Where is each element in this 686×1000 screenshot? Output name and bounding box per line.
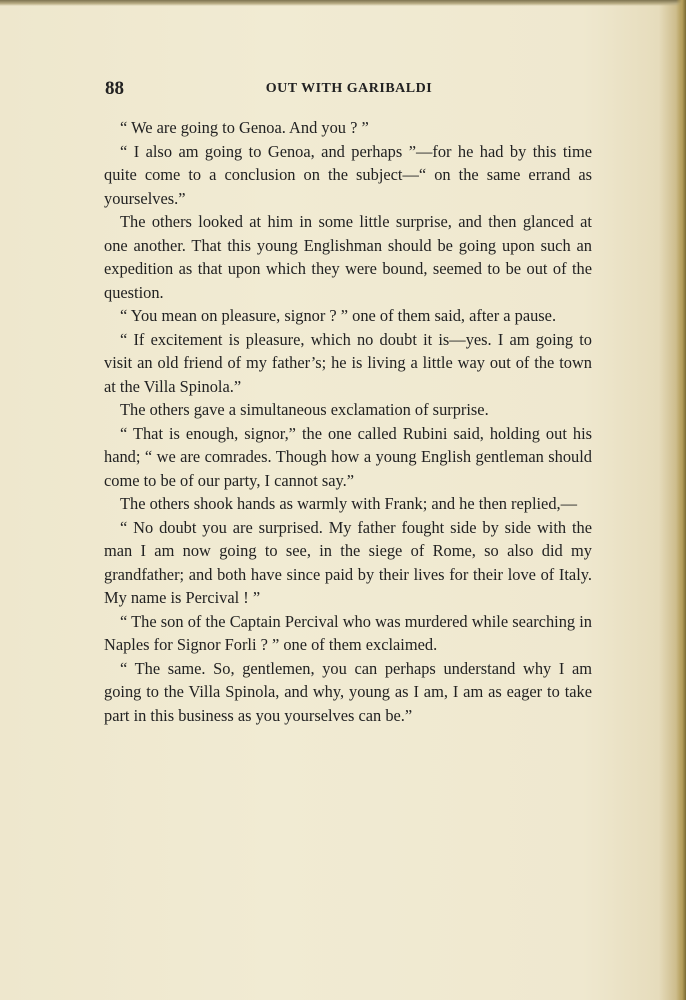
running-title: OUT WITH GARIBALDI — [265, 81, 433, 96]
paragraph: “ I also am going to Genoa, and perhaps ”—for he had by this time quite come to a conclusion on the subject—“ on the same errand as yourselves.” — [104, 141, 592, 208]
paragraph: “ That is enough, signor,” the one called Rubini said, holding out his hand; “ we are comrades. Though how a young English gentleman should come to be of our party, I cannot say.” — [104, 423, 592, 490]
paragraph: The others looked at him in some little surprise, and then glanced at one another. That this young Englishman should be going upon such an expedition as that upon which they were bound, seemed to be out of the question. — [104, 212, 592, 302]
paragraph: The others shook hands as warmly with Frank; and he then replied,— — [120, 494, 578, 513]
paragraph: “ If excitement is pleasure, which no doubt it is—yes. I am going to visit an old friend of my father’s; he is living a little way out of the town at the Villa Spinola.” — [104, 329, 592, 396]
paragraph: “ No doubt you are surprised. My father fought side by side with the man I am now going to see, in the siege of Rome, so also did my grandfather; and both have since paid by their lives for their love of Italy. My name is Percival ! ” — [104, 517, 592, 607]
paragraph: The others gave a simultaneous exclamation of surprise. — [120, 400, 489, 419]
page-header — [105, 78, 593, 102]
paragraph: “ We are going to Genoa. And you ? ” — [120, 118, 369, 137]
paragraph: “ The son of the Captain Percival who was murdered while searching in Naples for Signor Forli ? ” one of them exclaimed. — [104, 611, 592, 654]
paragraph: “ You mean on pleasure, signor ? ” one of them said, after a pause. — [120, 306, 557, 325]
body-text — [104, 116, 592, 727]
page-number: 88 — [105, 78, 124, 99]
page-right-edge — [676, 0, 686, 1000]
page-top-edge — [0, 0, 686, 6]
paragraph: “ The same. So, gentlemen, you can perhaps understand why I am going to the Villa Spinola, and why, young as I am, I am as eager to take part in this business as you yourselves can be.” — [104, 658, 592, 725]
